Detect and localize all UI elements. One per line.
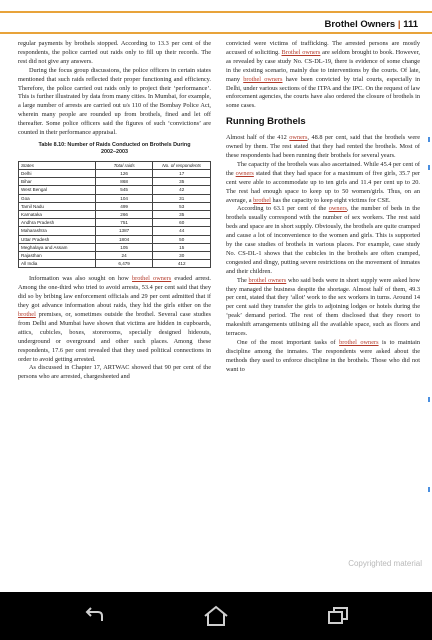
paragraph — [226, 339, 420, 375]
text-run: has the capacity to keep eight victims for CSE. — [270, 196, 391, 204]
respondents-cell: 42 — [153, 186, 211, 194]
section-heading: Running Brothels — [226, 116, 306, 128]
highlighted-term[interactable]: owners — [289, 134, 308, 142]
text-run: who said beds were in short supply were asked how they managed the business despite the shortage. Almost half of them, 49.3 per cent, stated that they ‘allot’ work to the sex workers in turns. Around 14 per cent said they transfer the girls to adjoining lodges or hotels during the ‘peak’ demand period. The rest of them disclosed that they resort to makeshift arrangements utilising all the available space, such as floors and terraces. — [226, 276, 420, 338]
table-row — [19, 211, 211, 219]
text-run: convicted were victims of trafficking. The arrested persons are mostly accused of soliciting. — [226, 40, 420, 56]
total-raids-cell: 6,479 — [95, 260, 153, 268]
respondents-cell: 50 — [153, 235, 211, 243]
page-number: 111 — [403, 19, 418, 30]
header-bottom-rule — [0, 32, 432, 34]
table-row — [19, 186, 211, 194]
table-row — [19, 227, 211, 235]
state-cell: Uttar Pradesh — [19, 235, 96, 243]
respondents-cell: 44 — [153, 227, 211, 235]
scroll-marker — [428, 165, 430, 170]
table-row — [19, 252, 211, 260]
highlighted-term[interactable]: brothel — [253, 196, 271, 204]
state-cell: Tamil Nadu — [19, 202, 96, 210]
state-cell: Goa — [19, 194, 96, 202]
respondents-cell: 17 — [153, 169, 211, 177]
highlighted-term[interactable]: brothel owners — [248, 276, 287, 284]
total-raids-cell: 266 — [95, 211, 153, 219]
paragraph: regular payments by brothels stopped. According to 13.3 per cent of the respondents, the police carried out raids only to fill up their records. The rest did not give any answers. — [18, 40, 211, 65]
text-run: stated that they had space for a maximum of five girls, 35.7 per cent were able to accommodate up to ten girls and 11.4 per cent up to 20. The rest had enough space to keep up to 50 women/girls. Thus, on an average, a — [226, 169, 420, 204]
paragraph: As discussed in Chapter 17, ARTWAC showed that 90 per cent of the persons who are arrested, chargesheeted and — [18, 364, 211, 381]
respondents-cell: 35 — [153, 178, 211, 186]
scroll-marker — [428, 487, 430, 492]
navigation-bar — [0, 592, 432, 640]
state-cell: Rajasthan — [19, 252, 96, 260]
right-column — [226, 40, 420, 375]
home-icon — [203, 605, 229, 627]
recent-apps-button[interactable] — [324, 604, 352, 628]
paragraph: During the focus group discussions, the police officers in certain states mentioned that such raids reflected their proper functioning and efficiency. Therefore, the police carried out raids only to project their ‘performance’. This is further illustrated by data from many cities. In Mumbai, for example, a large number of arrests are carried out u/s 110 of the Bombay Police Act, wherein many people are rounded up from brothels, fined and let off thereafter. Some police officers said the figures of such ‘convictions’ are counted in their performance appraisal. — [18, 66, 211, 137]
highlighted-term[interactable]: brothel owners — [132, 275, 172, 283]
total-raids-cell: 868 — [95, 178, 153, 186]
text-run: One of the most important tasks of — [237, 339, 340, 346]
running-header — [324, 19, 418, 30]
table-body — [19, 169, 211, 267]
total-raids-cell: 24 — [95, 252, 153, 260]
column-header: Total raids — [95, 161, 153, 169]
table-caption — [18, 142, 211, 157]
state-cell: All India — [19, 260, 96, 268]
respondents-cell: 30 — [153, 252, 211, 260]
text-run: Almost half of the 412 — [226, 134, 290, 142]
total-raids-cell: 1387 — [95, 227, 153, 235]
scroll-marker — [428, 137, 430, 142]
text-run: The capacity of the brothels was also ascertained. While 45.4 per cent of the — [226, 160, 420, 177]
total-raids-cell: 751 — [95, 219, 153, 227]
scroll-marker — [428, 397, 430, 402]
respondents-cell: 35 — [153, 211, 211, 219]
header-title: Brothel Owners — [324, 19, 396, 30]
raids-table — [18, 161, 211, 269]
state-cell: West Bengal — [19, 186, 96, 194]
total-raids-cell: 545 — [95, 186, 153, 194]
total-raids-cell: 126 — [95, 169, 153, 177]
highlighted-term[interactable]: brothel owners — [243, 75, 283, 83]
text-run: have been convicted by trial courts, especially in Delhi, under various sections of the ITPA and the IPC. On the request of law enforcement agencies, the courts have also ordered the closure of brothels in some cases. — [226, 75, 420, 110]
back-icon — [82, 606, 106, 626]
copyright-watermark: Copyrighted material — [348, 559, 422, 568]
paragraph — [226, 205, 420, 276]
total-raids-cell: 1804 — [95, 235, 153, 243]
state-cell: Andhra Pradesh — [19, 219, 96, 227]
table-row — [19, 235, 211, 243]
text-run: According to 63.1 per cent of the — [237, 205, 329, 213]
text-run: evaded arrest. Among the one-third who tried to avoid arrests, 53.4 per cent said that they did so by bribing law enforcement officials and 29 per cent admitted that if they got advance information about raids, they hid the girls either on the — [18, 275, 211, 310]
highlighted-term[interactable]: brothel owners — [339, 339, 379, 346]
table-row — [19, 260, 211, 268]
header-separator: | — [397, 19, 401, 30]
text-run: , 48.8 per cent, said that the brothels were owned by them. The rest stated that they had rented the brothels. Most of these respondents had been running their brothels for several years. — [226, 134, 421, 159]
text-run: Information was also sought on how — [29, 275, 133, 283]
text-run: premises, or, sometimes outside the brothel. Several case studies from Delhi and Mumbai have shown that victims are hidden in cupboards, attics, cubicles, boxes, storerooms, specially designed hideouts, underground or overground and other such places. Among these respondents, 17.6 per cent revealed that they used political connections in order to avoid getting arrested. — [18, 311, 211, 363]
left-column — [18, 40, 211, 382]
state-cell: Meghalaya and Assam — [19, 243, 96, 251]
paragraph — [226, 277, 420, 339]
total-raids-cell: 499 — [95, 202, 153, 210]
state-cell: Maharashtra — [19, 227, 96, 235]
respondents-cell: 53 — [153, 202, 211, 210]
text-run: are seldom brought to book. However, as revealed by case study No. CS-DL-19, there is evidence of some change in the existing scenario, mainly due to interventions by the courts. Of late, many — [226, 48, 420, 83]
highlighted-term[interactable]: owners — [328, 205, 347, 213]
table-row — [19, 202, 211, 210]
state-cell: Delhi — [19, 169, 96, 177]
back-button[interactable] — [80, 604, 108, 628]
paragraph — [226, 134, 420, 161]
header-top-rule — [0, 11, 432, 13]
column-header: States — [19, 161, 96, 169]
total-raids-cell: 104 — [95, 194, 153, 202]
respondents-cell: 60 — [153, 219, 211, 227]
table-caption-line: 2002–2003 — [101, 149, 128, 156]
table-row — [19, 169, 211, 177]
text-run: The — [237, 276, 249, 284]
table-caption-line: Table 8.10: Number of Raids Conducted on Brothels During — [38, 141, 191, 148]
state-cell: Karnataka — [19, 211, 96, 219]
paragraph — [226, 40, 420, 111]
respondents-cell: 15 — [153, 243, 211, 251]
highlighted-term[interactable]: Brothel owners — [281, 48, 321, 56]
table-row — [19, 178, 211, 186]
paragraph — [18, 275, 211, 364]
text-run: is to maintain discipline among the inmates. The respondents were asked about the methods they used to enforce discipline in the brothels. Those who did not want to — [226, 339, 420, 373]
paragraph — [226, 161, 420, 206]
table-row — [19, 243, 211, 251]
table-row — [19, 219, 211, 227]
state-cell: Bihar — [19, 178, 96, 186]
respondents-cell: 412 — [153, 260, 211, 268]
table-row — [19, 194, 211, 202]
text-run: , the number of beds in the brothels usually correspond with the number of sex workers. The rest said beds and space are in short supply. Obviously, the brothels are quite cramped and cause a lot of inconvenience to the women and girls. This is supported by the case studies of brothels in various places. For example, case study No. CS-DL-1 shows that the cubicles in the brothels are often cramped, congested and dingy, putting severe restrictions on the movement of inmates and their children. — [226, 205, 421, 275]
highlighted-term[interactable]: owners — [235, 169, 254, 177]
highlighted-term[interactable]: brothel — [18, 311, 36, 319]
home-button[interactable] — [202, 604, 230, 628]
column-header: No. of respondents — [153, 161, 211, 169]
respondents-cell: 31 — [153, 194, 211, 202]
recent-apps-icon — [326, 606, 350, 626]
total-raids-cell: 105 — [95, 243, 153, 251]
